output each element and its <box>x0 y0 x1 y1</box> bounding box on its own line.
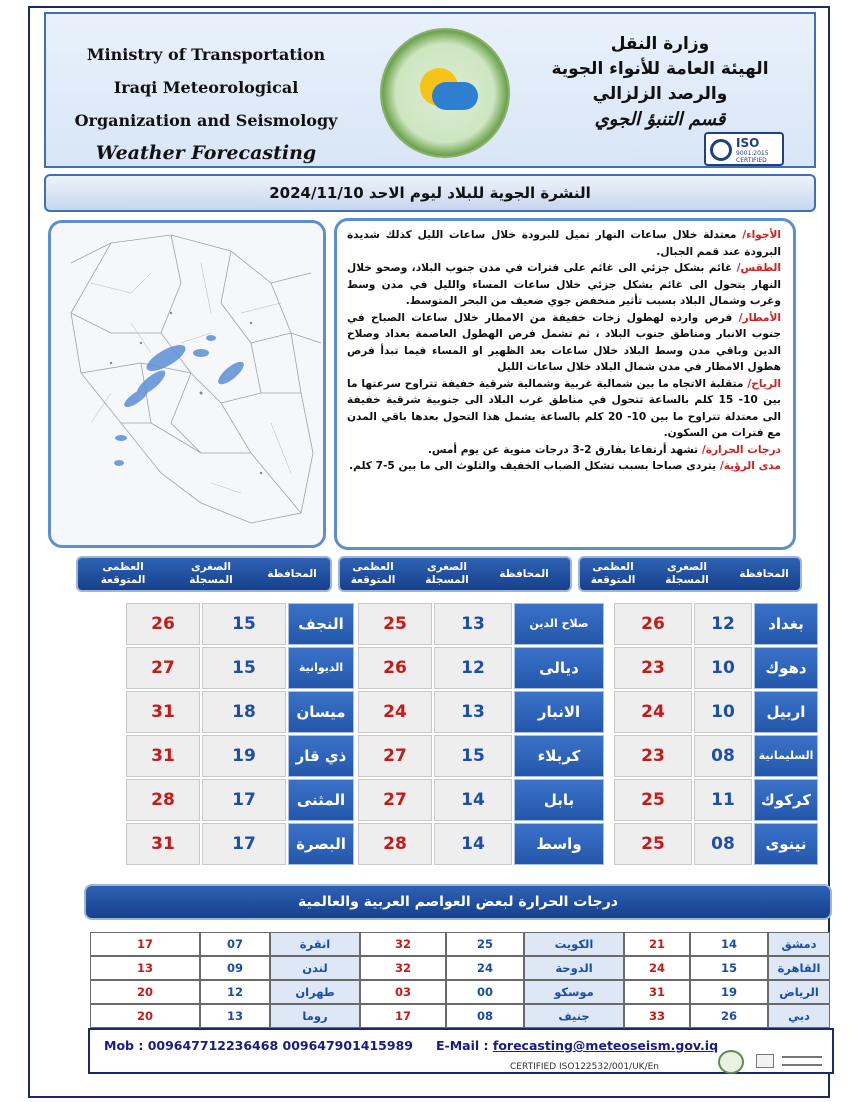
bulletin-title: النشرة الجوية للبلاد ليوم الاحد 2024/11/10 <box>44 174 816 212</box>
capital-max-temp: 17 <box>90 932 200 956</box>
province-min-temp: 13 <box>434 691 512 733</box>
forecast-temperature: درجات الحرارة/ تشهد أرتفاعا بفارق 2-3 درجات منوية عن يوم أمس. <box>427 443 781 456</box>
header-min: الصغرى المسجلة <box>665 561 709 586</box>
capital-max-temp: 24 <box>624 956 690 980</box>
forecast-visibility: مدى الرؤية/ يتردى صباحا بسبب تشكل الضباب الخفيف والتلوث الى ما بين 5-7 كلم. <box>349 460 781 472</box>
province-name: نينوى <box>754 823 818 865</box>
capital-name: جنيف <box>524 1004 624 1028</box>
province-name: اربيل <box>754 691 818 733</box>
checkmark-icon <box>710 139 732 161</box>
capital-max-temp: 21 <box>624 932 690 956</box>
capital-name: دمشق <box>768 932 830 956</box>
province-max-temp: 24 <box>614 691 692 733</box>
province-name: السليمانية <box>754 735 818 777</box>
capital-min-temp: 26 <box>690 1004 768 1028</box>
header-province: المحافظة <box>739 568 789 580</box>
seal-icon <box>718 1050 744 1074</box>
capital-min-temp: 15 <box>690 956 768 980</box>
province-min-temp: 15 <box>434 735 512 777</box>
capital-min-temp: 12 <box>200 980 270 1004</box>
province-name: دهوك <box>754 647 818 689</box>
province-name: بغداد <box>754 603 818 645</box>
iso-badge <box>704 132 784 166</box>
province-name: كركوك <box>754 779 818 821</box>
province-min-temp: 13 <box>434 603 512 645</box>
capitals-title: درجات الحرارة لبعض العواصم العربية والعالمية <box>84 884 832 920</box>
province-max-temp: 25 <box>358 603 432 645</box>
capital-max-temp: 20 <box>90 1004 200 1028</box>
province-min-temp: 11 <box>694 779 752 821</box>
dept-name-en: Weather Forecasting <box>95 142 317 164</box>
capital-name: الدوحة <box>524 956 624 980</box>
province-min-temp: 10 <box>694 647 752 689</box>
province-min-temp: 15 <box>202 603 286 645</box>
province-min-temp: 08 <box>694 823 752 865</box>
capital-min-temp: 25 <box>446 932 524 956</box>
province-max-temp: 27 <box>358 735 432 777</box>
header <box>44 12 816 168</box>
province-min-temp: 14 <box>434 823 512 865</box>
province-max-temp: 31 <box>126 735 200 777</box>
capital-max-temp: 20 <box>90 980 200 1004</box>
province-name: بابل <box>514 779 604 821</box>
forecast-rain: الأمطار/ فرص وارده لهطول زخات خفيفة من الامطار خلال ساعات الصباح في جنوب الانبار ومناطق جنوب البلاد ، ثم تشمل فرص الهطول العاصمة بغداد وصلاح الدين وباقي مدن وسط البلاد خلال ساعات بعد الظهير او المساء فيما تبدأ فرص هطول الامطار في مدن شمال البلاد خلال ساعات الليل <box>347 311 781 373</box>
org-name-ar-line1: الهيئة العامة للأنواء الجوية <box>551 59 769 79</box>
table-header-left <box>76 556 332 592</box>
forecast-conditions: الأجواء/ معتدلة خلال ساعات النهار تميل للبرودة خلال ساعات الليل كذلك شديدة البرودة عند قمم الجبال. <box>347 229 781 258</box>
radar-map <box>48 220 326 548</box>
capital-name: الرياض <box>768 980 830 1004</box>
email-contact: E-Mail : forecasting@meteoseism.gov.iq <box>436 1038 719 1053</box>
header-max: العظمى المتوقعة <box>100 561 146 586</box>
capital-name: القاهرة <box>768 956 830 980</box>
capital-name: روما <box>270 1004 360 1028</box>
capital-min-temp: 24 <box>446 956 524 980</box>
iraq-map-icon <box>51 223 323 545</box>
province-min-temp: 17 <box>202 779 286 821</box>
province-name: البصرة <box>288 823 354 865</box>
capital-max-temp: 17 <box>360 1004 446 1028</box>
capital-name: الكويت <box>524 932 624 956</box>
forecast-wind: الرياح/ متقلبة الاتجاه ما بين شمالية غربية وشمالية شرقية خفيفة تتراوح سرعتها ما بين 10- 15 كلم بالساعة تتحول في مناطق غرب البلاد الى جنوبية شرقية خفيفة الى معتدلة تتراوح ما بين 10- 20 كلم بالساعة يشمل هذا التحول بعدها باقي المدن مع فترات من السكون. <box>347 377 781 439</box>
province-max-temp: 27 <box>126 647 200 689</box>
province-min-temp: 10 <box>694 691 752 733</box>
capital-min-temp: 13 <box>200 1004 270 1028</box>
province-min-temp: 17 <box>202 823 286 865</box>
header-max: العظمى المتوقعة <box>590 561 636 586</box>
province-name: صلاح الدين <box>514 603 604 645</box>
forecast-weather: الطقس/ غائم بشكل جزئي الى غائم على فترات في مدن جنوب البلاد، وصحو خلال النهار يتحول الى غائم بشكل جزئي خلال ساعات المساء والليل في مدن وسط وغرب وشمال البلاد بسبب تأثير منخفض جوي ضعيف من البحر المتوسط. <box>347 262 781 307</box>
province-max-temp: 23 <box>614 647 692 689</box>
iso-standard: 9001:2015 CERTIFIED <box>736 150 769 164</box>
province-name: ديالى <box>514 647 604 689</box>
footer <box>88 1028 834 1074</box>
signature-icon <box>782 1056 822 1066</box>
province-max-temp: 25 <box>614 823 692 865</box>
iso-label: ISO <box>736 136 760 150</box>
province-max-temp: 27 <box>358 779 432 821</box>
capital-max-temp: 13 <box>90 956 200 980</box>
header-max: العظمى المتوقعة <box>350 561 396 586</box>
province-max-temp: 23 <box>614 735 692 777</box>
capital-name: طهران <box>270 980 360 1004</box>
province-name: المثنى <box>288 779 354 821</box>
stamp-icon <box>756 1054 774 1068</box>
province-name: ذي قار <box>288 735 354 777</box>
capital-max-temp: 32 <box>360 932 446 956</box>
province-max-temp: 25 <box>614 779 692 821</box>
org-name-ar-line2: والرصد الزلزالي <box>592 84 728 104</box>
capital-min-temp: 09 <box>200 956 270 980</box>
province-min-temp: 15 <box>202 647 286 689</box>
province-name: النجف <box>288 603 354 645</box>
province-max-temp: 26 <box>614 603 692 645</box>
table-header-right <box>578 556 802 592</box>
capital-max-temp: 33 <box>624 1004 690 1028</box>
capital-name: لندن <box>270 956 360 980</box>
header-min: الصغرى المسجلة <box>189 561 233 586</box>
phone-numbers: Mob : 009647712236468 009647901415989 <box>104 1038 413 1053</box>
ministry-name: Ministry of Transportation <box>86 45 326 64</box>
province-min-temp: 12 <box>694 603 752 645</box>
capital-min-temp: 08 <box>446 1004 524 1028</box>
province-name: الديوانية <box>288 647 354 689</box>
province-name: الانبار <box>514 691 604 733</box>
certification-number: CERTIFIED ISO122532/001/UK/En <box>510 1062 659 1072</box>
province-max-temp: 24 <box>358 691 432 733</box>
province-name: واسط <box>514 823 604 865</box>
province-max-temp: 26 <box>358 647 432 689</box>
header-arabic <box>530 32 790 132</box>
province-min-temp: 19 <box>202 735 286 777</box>
province-temperature-table <box>98 603 820 867</box>
province-max-temp: 28 <box>126 779 200 821</box>
capital-min-temp: 00 <box>446 980 524 1004</box>
org-name-line2: Organization and Seismology <box>74 111 338 130</box>
capital-min-temp: 14 <box>690 932 768 956</box>
header-province: المحافظة <box>499 568 549 580</box>
province-min-temp: 14 <box>434 779 512 821</box>
capital-min-temp: 07 <box>200 932 270 956</box>
capital-name: موسكو <box>524 980 624 1004</box>
table-header-middle <box>338 556 572 592</box>
ministry-name-ar: وزارة النقل <box>610 34 710 54</box>
header-province: المحافظة <box>267 568 317 580</box>
capital-max-temp: 03 <box>360 980 446 1004</box>
province-max-temp: 31 <box>126 691 200 733</box>
province-max-temp: 28 <box>358 823 432 865</box>
forecast-text <box>334 218 796 550</box>
province-name: كربلاء <box>514 735 604 777</box>
province-max-temp: 31 <box>126 823 200 865</box>
org-name-line1: Iraqi Meteorological <box>113 78 299 97</box>
province-min-temp: 12 <box>434 647 512 689</box>
capital-min-temp: 19 <box>690 980 768 1004</box>
organization-logo <box>380 28 510 158</box>
cloud-icon <box>432 82 478 110</box>
header-min: الصغرى المسجلة <box>425 561 469 586</box>
capital-max-temp: 31 <box>624 980 690 1004</box>
province-min-temp: 08 <box>694 735 752 777</box>
email-link[interactable]: forecasting@meteoseism.gov.iq <box>492 1038 719 1053</box>
bulletin-frame <box>28 6 830 1098</box>
province-min-temp: 18 <box>202 691 286 733</box>
dept-name-ar: قسم التنبؤ الجوي <box>594 109 726 130</box>
capitals-temperature-table <box>90 932 832 1028</box>
capital-name: انقرة <box>270 932 360 956</box>
capital-name: دبي <box>768 1004 830 1028</box>
province-max-temp: 26 <box>126 603 200 645</box>
province-name: ميسان <box>288 691 354 733</box>
capital-max-temp: 32 <box>360 956 446 980</box>
